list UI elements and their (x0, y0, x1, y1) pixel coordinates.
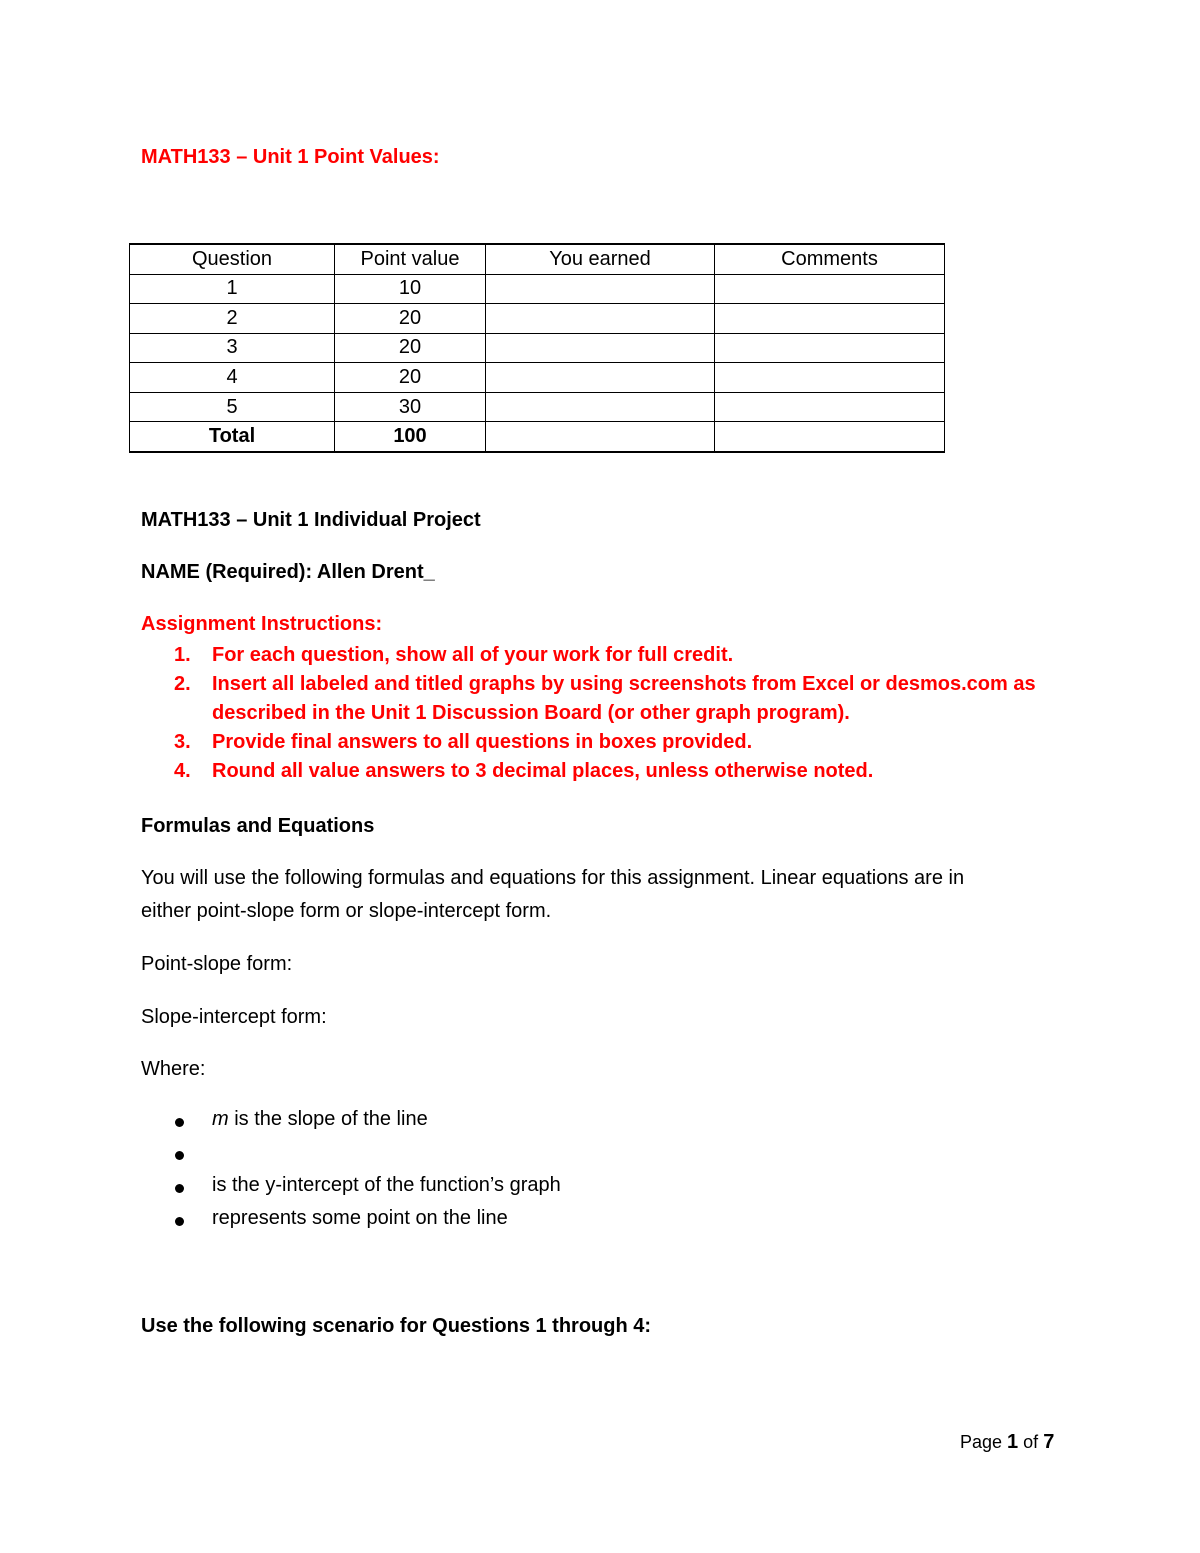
student-name-line: NAME (Required): Allen Drent_ (141, 561, 435, 583)
formulas-heading: Formulas and Equations (141, 815, 375, 837)
instruction-item (141, 641, 1081, 670)
bullet-description: represents some point on the line (212, 1207, 508, 1229)
total-comments-cell (715, 422, 945, 452)
instructions-heading: Assignment Instructions: (141, 613, 383, 635)
slope-symbol: m (212, 1108, 229, 1130)
bullet-icon (175, 1151, 184, 1160)
bullet-description: is the slope of the line (228, 1108, 428, 1130)
scenario-heading: Use the following scenario for Questions 1 through 4: (141, 1315, 652, 1337)
points-cell: 10 (335, 274, 486, 304)
definition-list (172, 1108, 772, 1240)
point-values-table (129, 243, 945, 453)
question-cell: 1 (130, 274, 335, 304)
project-title: MATH133 – Unit 1 Individual Project (141, 509, 481, 531)
page-label: Page (960, 1432, 1008, 1452)
earned-cell (486, 392, 715, 422)
earned-cell (486, 363, 715, 393)
column-header-you-earned: You earned (486, 244, 715, 274)
bullet-icon (175, 1184, 184, 1193)
points-cell: 20 (335, 304, 486, 334)
comments-cell (715, 304, 945, 334)
table-row (130, 392, 945, 422)
earned-cell (486, 333, 715, 363)
table-row (130, 333, 945, 363)
instruction-item (141, 728, 1081, 757)
column-header-comments: Comments (715, 244, 945, 274)
page-of-label: of (1018, 1432, 1044, 1452)
bullet-icon (175, 1217, 184, 1226)
table-total-row (130, 422, 945, 452)
where-label: Where: (141, 1058, 206, 1080)
instruction-item (141, 757, 1081, 786)
question-cell: 2 (130, 304, 335, 334)
instruction-text: For each question, show all of your work for full credit. (212, 644, 734, 666)
earned-cell (486, 274, 715, 304)
column-header-point-value: Point value (335, 244, 486, 274)
table-row (130, 304, 945, 334)
instruction-number: 3. (174, 731, 191, 753)
bullet-icon (175, 1118, 184, 1127)
point-values-title: MATH133 – Unit 1 Point Values: (141, 146, 440, 168)
table-row (130, 363, 945, 393)
formulas-intro-line-1: You will use the following formulas and equations for this assignment. Linear equations are in (141, 867, 965, 889)
points-cell: 20 (335, 333, 486, 363)
earned-cell (486, 304, 715, 334)
comments-cell (715, 333, 945, 363)
question-cell: 4 (130, 363, 335, 393)
column-header-question: Question (130, 244, 335, 274)
page-total: 7 (1043, 1431, 1055, 1453)
list-item (172, 1141, 772, 1174)
bullet-text (212, 1108, 428, 1131)
list-item (172, 1108, 772, 1141)
instruction-item (141, 670, 1081, 728)
comments-cell (715, 392, 945, 422)
question-cell: 3 (130, 333, 335, 363)
formulas-intro-line-2: either point-slope form or slope-intercept form. (141, 900, 552, 922)
total-label-cell: Total (130, 422, 335, 452)
slope-intercept-label: Slope-intercept form: (141, 1006, 327, 1028)
page-footer (960, 1431, 1054, 1454)
comments-cell (715, 363, 945, 393)
bullet-description: is the y-intercept of the function’s graph (212, 1174, 561, 1196)
table-row (130, 274, 945, 304)
page-number: 1 (1007, 1431, 1019, 1453)
instruction-text: Round all value answers to 3 decimal places, unless otherwise noted. (212, 760, 874, 782)
point-slope-label: Point-slope form: (141, 953, 293, 975)
comments-cell (715, 274, 945, 304)
points-cell: 20 (335, 363, 486, 393)
list-item (172, 1174, 772, 1207)
instruction-text: Provide final answers to all questions in boxes provided. (212, 731, 753, 753)
points-cell: 30 (335, 392, 486, 422)
total-points-cell: 100 (335, 422, 486, 452)
instruction-number: 2. (174, 673, 191, 695)
instruction-text: Insert all labeled and titled graphs by using screenshots from Excel or desmos.com as described in the Unit 1 Discussion Board (or other graph program). (212, 673, 1036, 724)
question-cell: 5 (130, 392, 335, 422)
instruction-number: 1. (174, 644, 191, 666)
list-item (172, 1207, 772, 1240)
table-header-row (130, 244, 945, 274)
instructions-list (141, 641, 1081, 786)
instruction-number: 4. (174, 760, 191, 782)
total-earned-cell (486, 422, 715, 452)
